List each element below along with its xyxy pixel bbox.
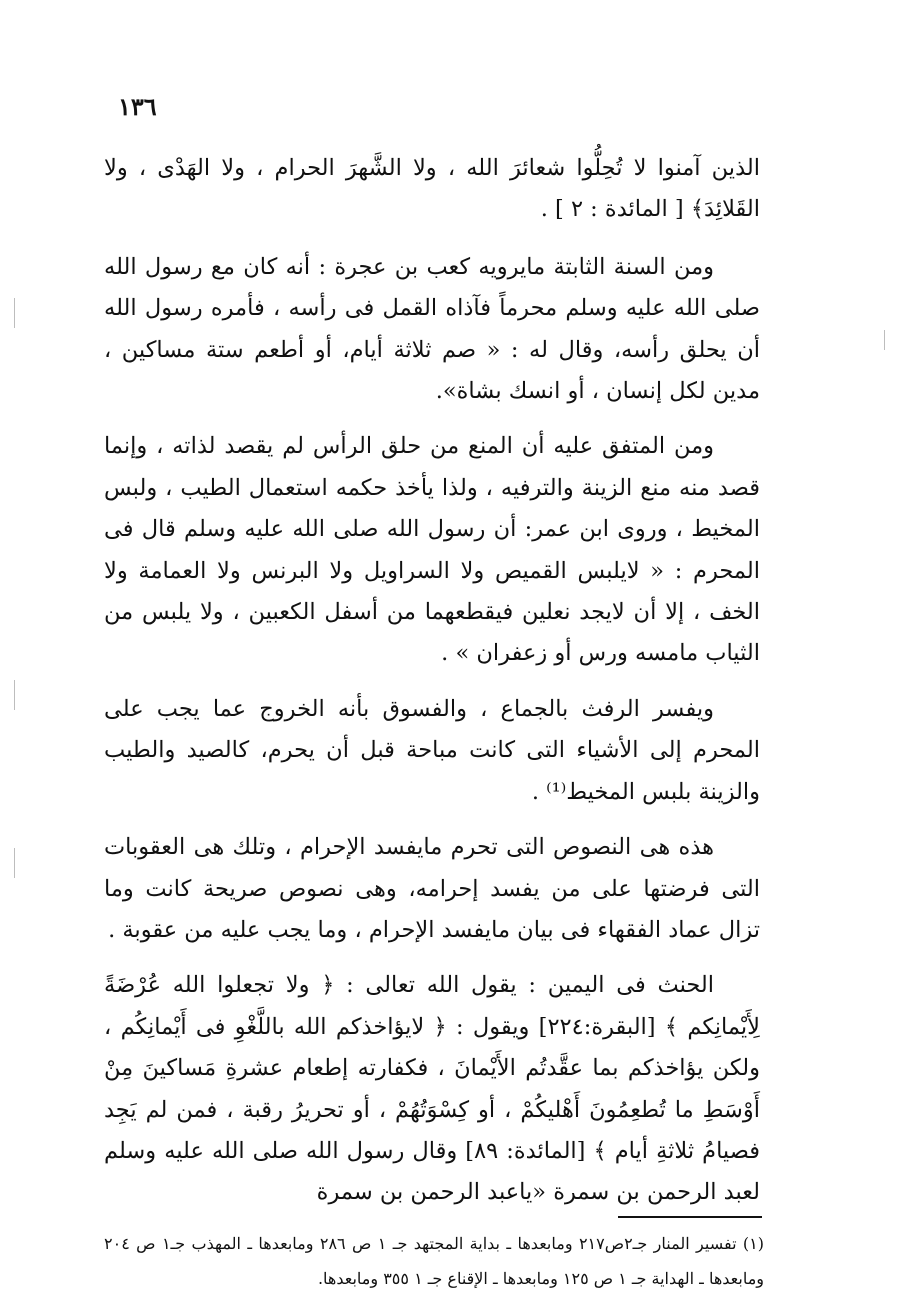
paragraph-oath-breaking: الحنث فى اليمين : يقول الله تعالى : ﴿ ولا تجعلوا الله عُرْضَةً لِأَيْمانِكم ﴾ [البقرة:٢٢٤] ويقول : ﴿ لايؤاخذكم الله باللَّغْوِ فى أَيْمانِكُم ، ولكن يؤاخذكم بما عقَّدتُم الأَيْمانَ ، فكفارته إطعام عشرةِ مَساكينَ مِنْ أَوْسَطِ ما تُطعِمُونَ أَهْليكُمْ ، أو كِسْوَتُهُمْ ، أو تحريرُ رقبة ، فمن لم يَجِد فصيامُ ثلاثةِ أيام ﴾ [المائدة: ٨٩] وقال رسول الله صلى الله عليه وسلم لعبد الرحمن بن سمرة «ياعبد الرحمن بن سمرة <box>104 972 760 1206</box>
margin-mark <box>14 298 15 328</box>
margin-mark <box>884 330 885 350</box>
body-text <box>104 148 760 1228</box>
footnote-divider <box>618 1216 762 1218</box>
margin-mark <box>14 680 15 710</box>
margin-mark <box>14 848 15 878</box>
paragraph-quran-continuation: الذين آمنوا لا تُحِلُّوا شعائرَ الله ، ولا الشَّهرَ الحرام ، ولا الهَدْى ، ولا القَلائِدَ﴾ [ المائدة : ٢ ] . <box>104 155 760 223</box>
paragraph-agreed-upon: ومن المتفق عليه أن المنع من حلق الرأس لم يقصد لذاته ، وإنما قصد منه منع الزينة والترفيه ، ولذا يأخذ حكمه استعمال الطيب ، ولبس المخيط ، وروى ابن عمر: أن رسول الله صلى الله عليه وسلم قال فى المحرم : « لايلبس القميص ولا السراويل ولا البرنس ولا العمامة ولا الخف ، إلا أن لايجد نعلين فيقطعهما من أسفل الكعبين ، ولا يلبس من الثياب مامسه ورس أو زعفران » . <box>104 433 760 667</box>
paragraph-kaab-hadith: ومن السنة الثابتة مايرويه كعب بن عجرة : أنه كان مع رسول الله صلى الله عليه وسلم محرماً فآذاه القمل فى رأسه ، فأمره رسول الله أن يحلق رأسه، وقال له : « صم ثلاثة أيام، أو أطعم ستة مساكين ، مدين لكل إنسان ، أو انسك بشاة». <box>104 253 760 405</box>
footnote-1: (١) تفسير المنار جـ٢ص٢١٧ ومابعدها ـ بداية المجتهد جـ ١ ص ٢٨٦ ومابعدها ـ المهذب جـ١ ص ٢٠٤ ومابعدها ـ الهداية جـ ١ ص ١٢٥ ومابعدها ـ الإقناع جـ ١ ٣٥٥ ومابعدها. <box>104 1234 765 1288</box>
footnotes <box>104 1226 764 1296</box>
paragraph-rafath-definition: ويفسر الرفث بالجماع ، والفسوق بأنه الخروج عما يجب على المحرم إلى الأشياء التى كانت مباحة قبل أن يحرم، كالصيد والطيب والزينة بلبس المخيط⁽¹⁾ . <box>104 695 760 805</box>
page-number: ١٣٦ <box>118 92 157 121</box>
paragraph-texts-summary: هذه هى النصوص التى تحرم مايفسد الإحرام ، وتلك هى العقوبات التى فرضتها على من يفسد إحرامه، وهى نصوص صريحة كانت وما تزال عماد الفقهاء فى بيان مايفسد الإحرام ، وما يجب عليه من عقوبة . <box>104 834 760 943</box>
